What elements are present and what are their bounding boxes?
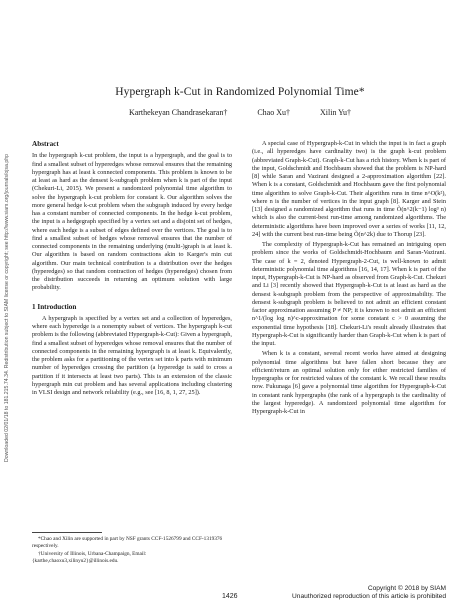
body-paragraph: A special case of Hypergraph-k-Cut in which the input is in fact a graph (i.e., all hyperedges have cardinality two) is the graph k-cut problem (abbreviated Graph-k-Cut). Graph-k-Cut has a rich history. When k is part of the input, Goldschmidt and Hochbaum showed that the problem is NP-hard [8] while Saran and Vazirani designed a 2-approximation algorithm [22]. When k is a constant, Goldschmidt and Hochbaum gave the first polynomial time algorithm to solve Graph-k-Cut. Their algorithm runs in time n^O(k²), where n is the number of vertices in the input graph [8]. Karger and Stein [13] designed a randomized algorithm that runs in time Õ(n^2(k−1) log³ n) which is also the current-best run-time among randomized algorithms. The deterministic algorithms have been improved over a series of works [11, 12, 24] with the current best run-time being Õ(n^2k) due to Thorup [23]. [252,140,446,238]
author-name: Xilin Yu† [320,108,352,117]
footnote: *Chao and Xilin are supported in part by NSF grants CCF-1526799 and CCF-1319376 respectively. [32,536,223,549]
footnote: †University of Illinois, Urbana-Champaign, Email: {karthe,chaoxu3,xilinyu2}@illinois.edu. [32,551,147,564]
section-heading-introduction: 1 Introduction [32,302,77,311]
copyright-notice [292,585,446,601]
abstract-heading: Abstract [32,140,59,148]
download-notice-text: Downloaded 02/01/18 to 181.215.74.34. Redistribution subject to SIAM license or copyright; see http://www.siam.org/journals/ojsa.php [3,154,10,462]
download-notice-sidebar [2,28,11,588]
footnotes [32,532,232,566]
page-number: 1426 [222,593,238,600]
copyright-line: Unauthorized reproduction of this article is prohibited [292,593,446,600]
author-name: Karthekeyan Chandrasekaran† [128,108,228,117]
abstract-section [32,140,232,293]
body-paragraph: The complexity of Hypergraph-k-Cut has remained an intriguing open problem since the works of Goldschmidt-Hochbaum and Saran-Vazirani. The case of k = 2, denoted Hypergraph-2-Cut, is well-known to admit deterministic polynomial time algorithms [16, 14, 17]. When k is part of the input, Hypergraph-k-Cut is NP-hard as observed from Graph-k-Cut. Chekuri and Li [3] recently showed that Hypergraph-k-Cut is at least as hard as the densest k-subgraph problem from the perspective of approximability. The densest k-subgraph problem is believed to not admit an efficient constant factor approximation assuming P ≠ NP; it is known to not admit an efficient n^1/(log log n)^c-approximation for some constant c > 0 assuming the exponential time hypothesis [18]. Chekuri-Li's result already illustrates that Hypergraph-k-Cut is significantly harder than Graph-k-Cut when k is part of the input. [252,241,446,347]
footnote-rule [32,532,102,533]
author-list [40,108,440,117]
author-name: Chao Xu† [257,108,291,117]
copyright-line: Copyright © 2018 by SIAM [367,585,446,592]
abstract-paragraph: In the hypergraph k-cut problem, the input is a hypergraph, and the goal is to find a smallest subset of hyperedges whose removal ensures that the remaining hypergraph has at least k connected components. This problem is known to be at least as hard as the densest k-subgraph problem when k is part of the input (Chekuri-Li, 2015). We present a randomized polynomial time algorithm to solve the hypergraph k-cut problem for constant k. Our algorithm solves the more general hedge k-cut problem when the subgraph induced by every hedge has a constant number of connected components. In the hedge k-cut problem, the input is a hedgegraph specified by a vertex set and a disjoint set of hedges, where each hedge is a subset of edges defined over the vertices. The goal is to find a smallest subset of hedges whose removal ensures that the number of connected components in the remaining underlying (multi-)graph is at least k. Our algorithm is based on random contractions akin to Karger's min cut algorithm. Our main technical contribution is a distribution over the hedges (hyperedges) so that random contraction of hedges (hyperedges) chosen from the distribution succeeds in returning an optimum solution with large probability. [32,152,232,292]
right-column [252,140,446,418]
left-column [32,140,232,399]
body-paragraph: A hypergraph is specified by a vertex set and a collection of hyperedges, where each hyperedge is a nonempty subset of vertices. The hypergraph k-cut problem is the following (abbreviated Hypergraph-k-Cut): Given a hypergraph, find a smallest subset of hyperedges whose removal ensures that the number of connected components in the remaining hypergraph is at least k. Equivalently, the problem asks for a partitioning of the vertex set into k parts with minimum number of hyperedges crossing the partition (a hyperedge is said to cross a partition if it intersects at least two parts). This is an extension of the classic hypergraph min cut problem and has several applications including clustering in VLSI design and network reliability (e.g., see [16, 8, 1, 27, 25]). [32,314,232,396]
paper-title: Hypergraph k-Cut in Randomized Polynomial Time* [115,86,365,98]
body-paragraph: When k is a constant, several recent works have aimed at designing polynomial time algorithms but have fallen short because they are efficient/return an optimal solution only for either restricted families of hypergraphs or for restricted values of the constant k. We recall these results now. Fukunaga [6] gave a polynomial time algorithm for Hypergraph-k-Cut in constant rank hypergraphs (the rank of a hypergraph is the cardinality of the largest hyperedge). A randomized polynomial time algorithm for Hypergraph-k-Cut in [252,350,446,415]
